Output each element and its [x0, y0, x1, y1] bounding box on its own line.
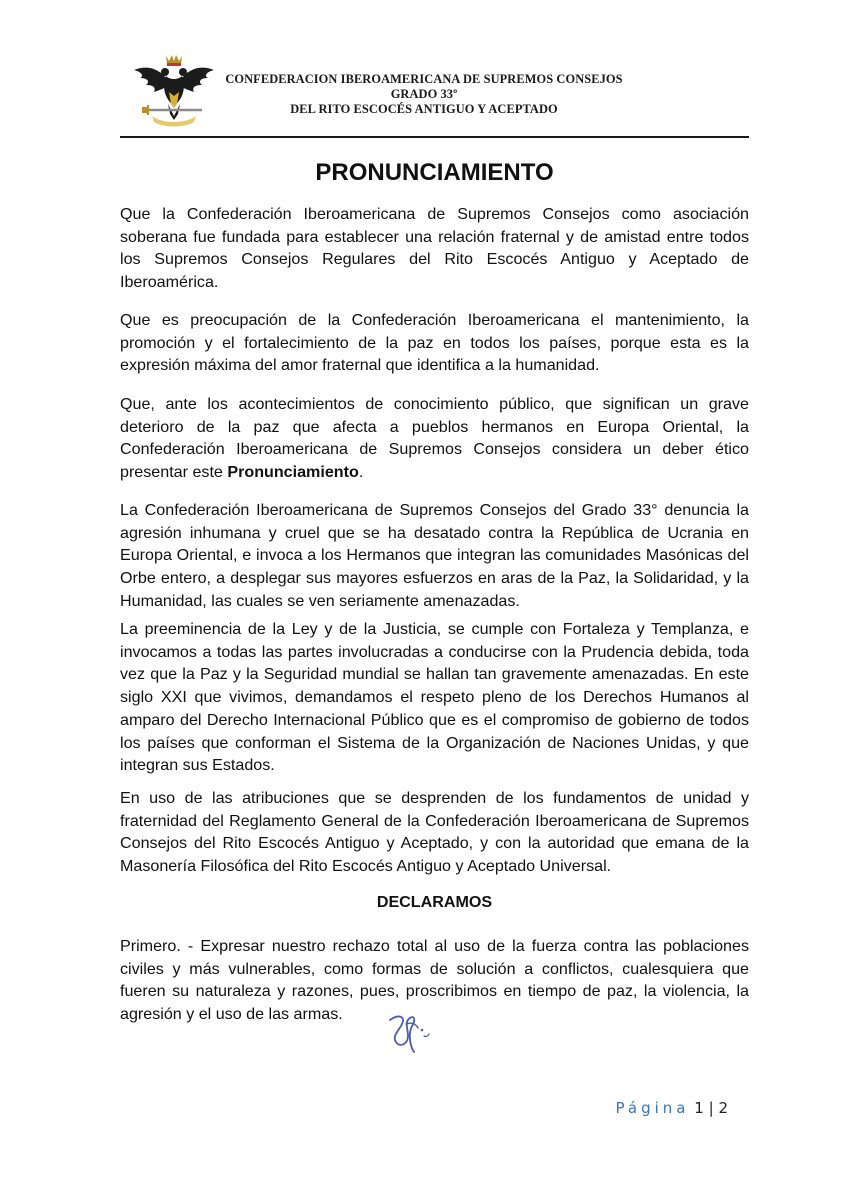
- paragraph-5: La preeminencia de la Ley y de la Justicia, se cumple con Fortaleza y Templanza, e invocamos a todas las partes involucradas a conducirse con la Prudencia debida, toda vez que la Paz y la Seguridad mundial se hallan tan gravemente amenazadas. En este siglo XXI que vivimos, demandamos el respeto pleno de los Derechos Humanos al amparo del Derecho Internacional Público que es el compromiso de gobierno de todos los países que conforman el Sistema de la Organización de Naciones Unidas, y que integran sus Estados.: [120, 620, 749, 775]
- paragraph-6: En uso de las atribuciones que se desprenden de los fundamentos de unidad y fraternidad del Reglamento General de la Confederación Iberoamericana de Supremos Consejos del Rito Escocés Antiguo y Aceptado, y con la autoridad que emana de la Masonería Filosófica del Rito Escocés Antiguo y Aceptado Universal.: [120, 789, 749, 876]
- page-number-footer: [616, 1098, 728, 1118]
- paragraph-3: [120, 393, 749, 484]
- paragraph-4: La Confederación Iberoamericana de Supremos Consejos del Grado 33° denuncia la agresión inhumana y cruel que se ha desatado contra la República de Ucrania en Europa Oriental, e invoca a los Hermanos que integran las comunidades Masónicas del Orbe entero, a desplegar sus mayores esfuerzos en aras de la Paz, la Solidaridad, y la Humanidad, las cuales se ven seriamente amenazadas.: [120, 501, 749, 610]
- current-page-number: 1: [694, 1099, 704, 1117]
- page-label: Página: [615, 1099, 690, 1117]
- document-title: PRONUNCIAMIENTO: [315, 159, 554, 186]
- total-pages-number: 2: [718, 1099, 728, 1117]
- organization-header: [222, 72, 626, 117]
- paragraph-3-bold-term: Pronunciamiento: [227, 463, 359, 482]
- header-divider: [120, 136, 749, 138]
- section-heading: DECLARAMOS: [376, 893, 493, 911]
- double-headed-eagle-icon: [132, 52, 216, 128]
- page-separator: |: [708, 1099, 714, 1117]
- paragraph-3-text: Que, ante los acontecimientos de conocimiento público, que significan un grave deterioro de la paz que afecta a pueblos hermanos en Europa Oriental, la Confederación Iberoamericana de Supremos Consejos considera un deber ético presentar este: [120, 395, 749, 482]
- organization-name-line2: DEL RITO ESCOCÉS ANTIGUO Y ACEPTADO: [290, 102, 558, 116]
- paragraph-7: Primero. - Expresar nuestro rechazo total al uso de la fuerza contra las poblaciones civiles y más vulnerables, como formas de solución a conflictos, cualesquiera que fueren su naturaleza y razones, pues, proscribimos en tiempo de paz, la violencia, la agresión y el uso de las armas.: [120, 937, 749, 1024]
- paragraph-1: Que la Confederación Iberoamericana de Supremos Consejos como asociación soberana fue fundada para establecer una relación fraternal y de amistad entre todos los Supremos Consejos Regulares del Rito Escocés Antiguo y Aceptado de Iberoamérica.: [120, 205, 749, 292]
- paragraph-2: Que es preocupación de la Confederación Iberoamericana el mantenimiento, la promoción y el fortalecimiento de la paz en todos los países, porque esta es la expresión máxima del amor fraternal que identifica a la humanidad.: [120, 311, 749, 375]
- organization-name-line1: CONFEDERACION IBEROAMERICANA DE SUPREMOS CONSEJOS GRADO 33º: [225, 72, 623, 101]
- handwritten-initials-signature: [384, 1006, 444, 1056]
- paragraph-3-end: .: [358, 463, 364, 482]
